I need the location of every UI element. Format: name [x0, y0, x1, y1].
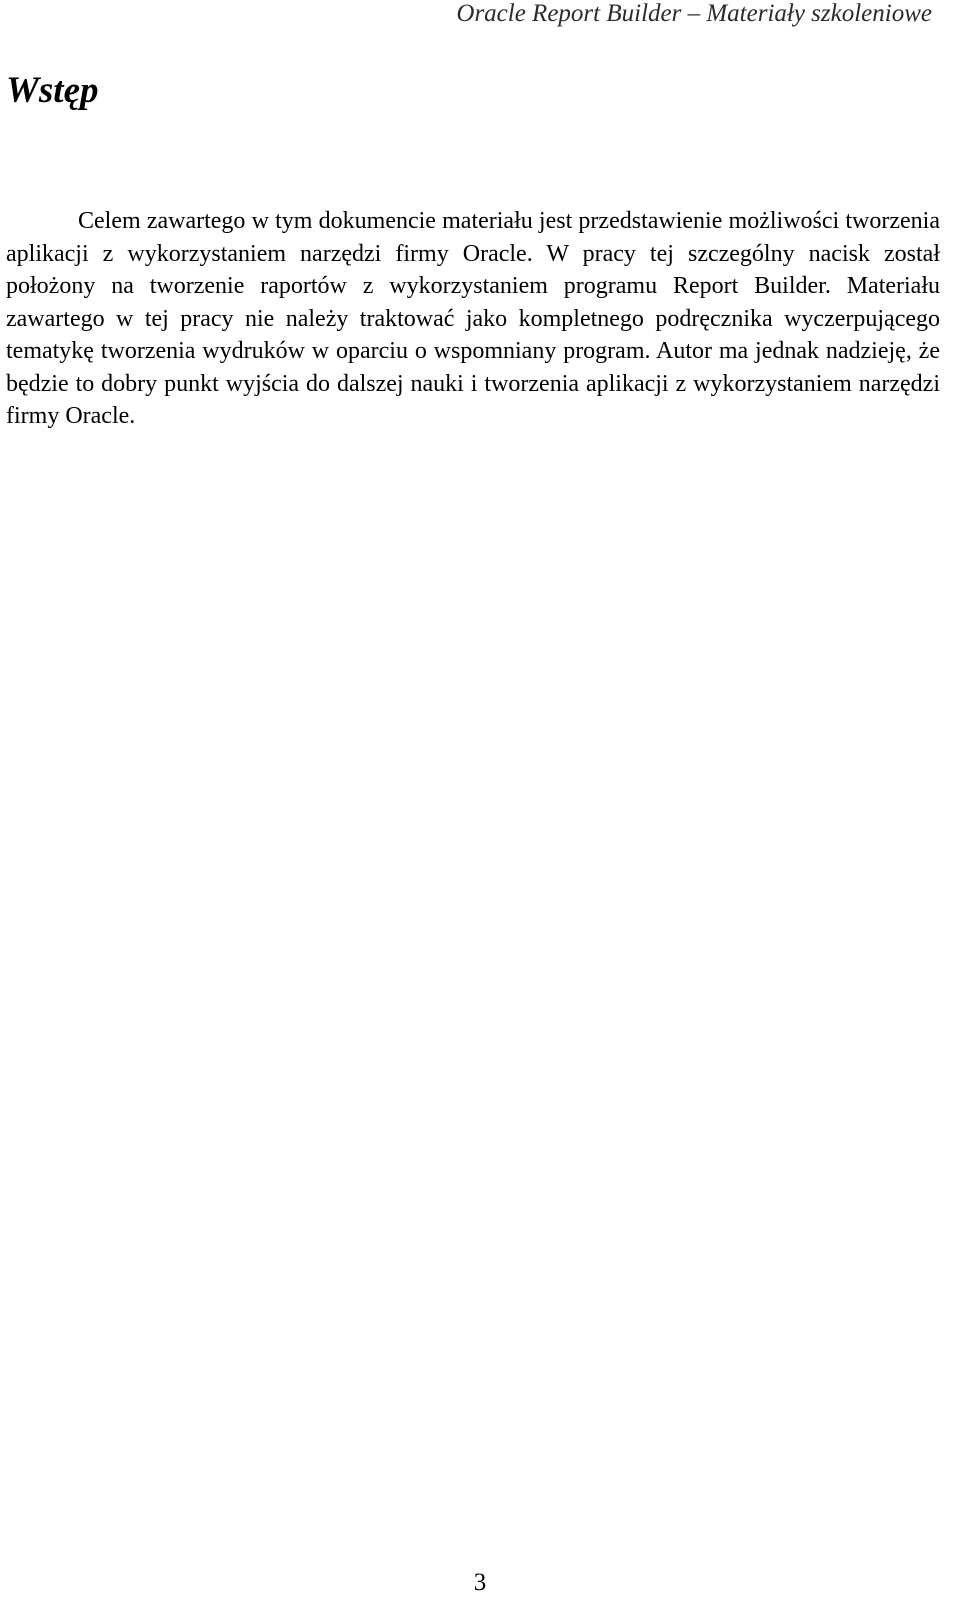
- body-paragraph: Celem zawartego w tym dokumencie materiału jest przedstawienie możliwości tworzenia aplikacji z wykorzystaniem narzędzi firmy Oracle. W pracy tej szczególny nacisk został położony na tworzenie raportów z wykorzystaniem programu Report Builder. Materiału zawartego w tej pracy nie należy traktować jako kompletnego podręcznika wyczerpującego tematykę tworzenia wydruków w oparciu o wspomniany program. Autor ma jednak nadzieję, że będzie to dobry punkt wyjścia do dalszej nauki i tworzenia aplikacji z wykorzystaniem narzędzi firmy Oracle.: [6, 208, 940, 429]
- running-header: Oracle Report Builder – Materiały szkoleniowe: [456, 0, 932, 27]
- page-number: 3: [473, 1569, 487, 1596]
- section-title: Wstęp: [6, 70, 99, 111]
